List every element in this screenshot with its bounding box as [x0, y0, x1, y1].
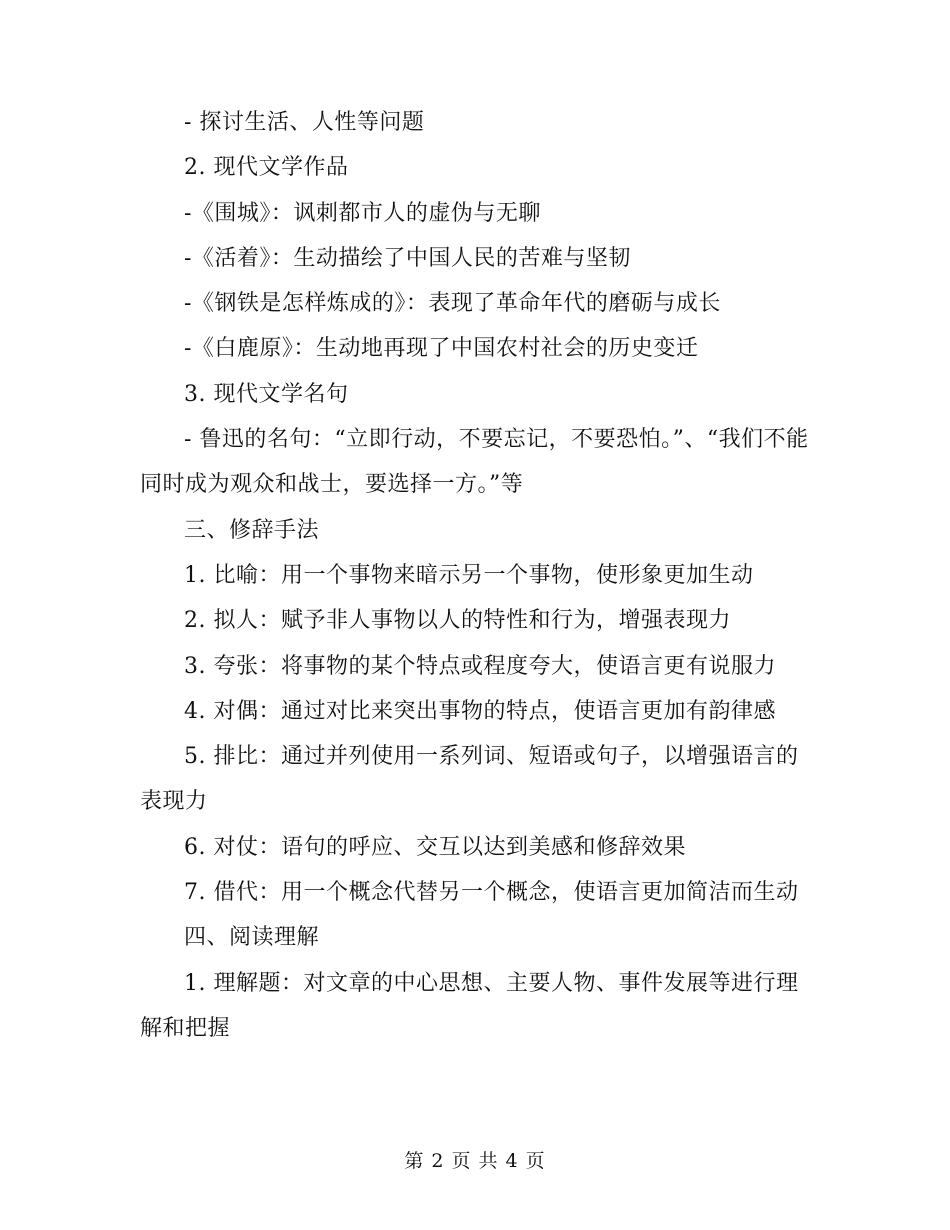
- paragraph: 3. 夸张：将事物的某个特点或程度夸大，使语言更有说服力: [184, 653, 776, 679]
- paragraph: -《钢铁是怎样炼成的》：表现了革命年代的磨砺与成长: [184, 291, 721, 317]
- page-footer: 第 2 页 共 4 页: [404, 1150, 546, 1172]
- paragraph: -《白鹿原》：生动地再现了中国农村社会的历史变迁: [184, 336, 699, 362]
- paragraph: 1. 比喻：用一个事物来暗示另一个事物，使形象更加生动: [184, 562, 754, 588]
- paragraph: - 探讨生活、人性等问题: [184, 110, 425, 135]
- paragraph: - 鲁迅的名句：“立即行动，不要忘记，不要恐怕。”、“我们不能同时成为观众和战士，要选择一方。”等: [140, 427, 809, 498]
- paragraph: 6. 对仗：语句的呼应、交互以达到美感和修辞效果: [184, 834, 686, 860]
- paragraph: -《围城》：讽刺都市人的虚伪与无聊: [184, 200, 541, 226]
- paragraph: 1. 理解题：对文章的中心思想、主要人物、事件发展等进行理解和把握: [140, 970, 799, 1041]
- section-heading: 四、阅读理解: [184, 925, 320, 951]
- section-heading: 三、修辞手法: [184, 517, 320, 543]
- paragraph: 5. 排比：通过并列使用一系列词、短语或句子，以增强语言的表现力: [140, 744, 799, 815]
- paragraph: 2. 拟人：赋予非人事物以人的特性和行为，增强表现力: [184, 608, 731, 634]
- paragraph: 3. 现代文学名句: [184, 381, 349, 407]
- document-body: [140, 100, 812, 1051]
- paragraph: 4. 对偶：通过对比来突出事物的特点，使语言更加有韵律感: [184, 698, 776, 724]
- paragraph: 2. 现代文学作品: [184, 155, 349, 181]
- paragraph: 7. 借代：用一个概念代替另一个概念，使语言更加简洁而生动: [184, 880, 799, 906]
- paragraph: -《活着》：生动描绘了中国人民的苦难与坚韧: [184, 245, 631, 271]
